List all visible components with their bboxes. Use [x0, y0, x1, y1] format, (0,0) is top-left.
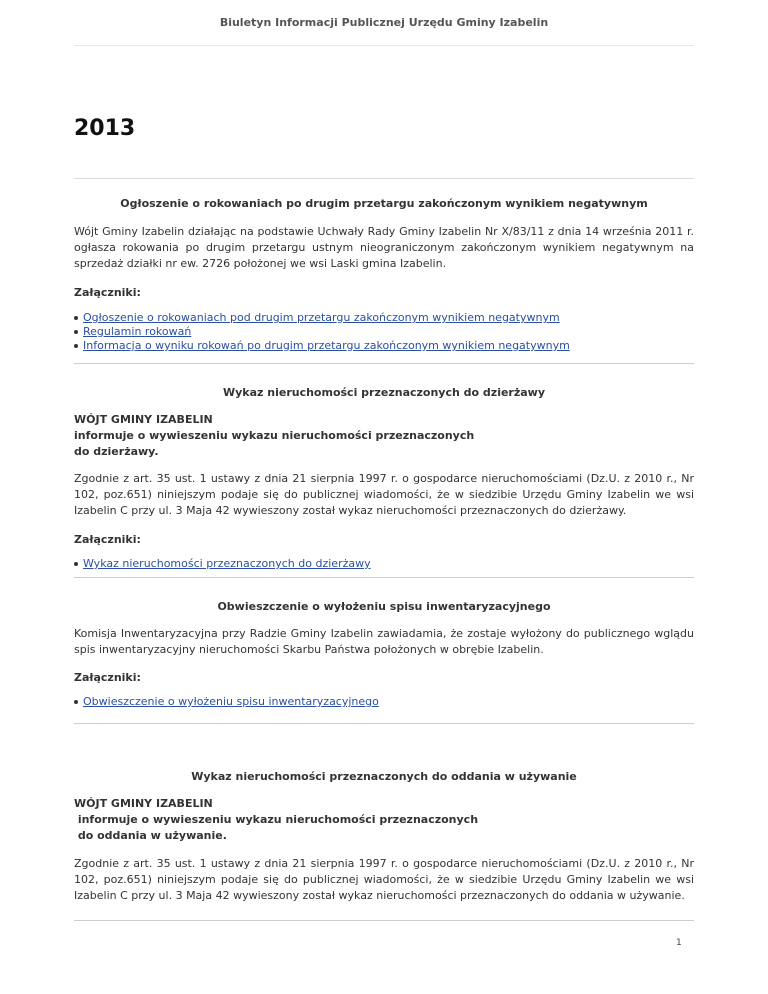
attachment-item — [74, 325, 694, 339]
attachment-item — [74, 311, 694, 325]
bullet-icon — [74, 700, 78, 704]
section-body: Zgodnie z art. 35 ust. 1 ustawy z dnia 21 sierpnia 1997 r. o gospodarce nieruchomościami (Dz.U. z 2010 r., Nr 102, poz.651) niniejszym podaje się do publicznej wiadomości, że w siedzibie Urzędu Gminy Izabelin we wsi Izabelin C przy ul. 3 Maja 42 wywieszony został wykaz nieruchomości przeznaczonych do oddania w używanie. — [74, 857, 694, 902]
announcement-line: informuje o wywieszeniu wykazu nieruchomości przeznaczonych — [74, 813, 479, 826]
section-title: Obwieszczenie o wyłożeniu spisu inwentaryzacyjnego — [217, 600, 551, 613]
section-body: Komisja Inwentaryzacyjna przy Radzie Gminy Izabelin zawiadamia, że zostaje wyłożony do publicznego wglądu spis inwentaryzacyjny nieruchomości Skarbu Państwa położonych w obrębie Izabelin. — [74, 627, 694, 656]
attachment-item — [74, 339, 694, 353]
page-number: 1 — [676, 938, 682, 948]
section-inwentaryzacja — [74, 578, 694, 724]
section-title: Ogłoszenie o rokowaniach po drugim przetargu zakończonym wynikiem negatywnym — [120, 197, 648, 210]
attachments-list — [74, 311, 694, 353]
bullet-icon — [74, 344, 78, 348]
announcement-line: WÓJT GMINY IZABELIN — [74, 413, 213, 426]
section-rokowania — [74, 179, 694, 364]
bullet-icon — [74, 316, 78, 320]
attachment-link[interactable]: Obwieszczenie o wyłożeniu spisu inwentaryzacyjnego — [83, 695, 379, 708]
section-title: Wykaz nieruchomości przeznaczonych do dzierżawy — [222, 386, 546, 399]
announcement-line: do oddania w używanie. — [74, 829, 227, 842]
bullet-icon — [74, 562, 78, 566]
attachment-item — [74, 695, 694, 709]
bullet-icon — [74, 330, 78, 334]
document-page — [74, 0, 694, 921]
section-body: Wójt Gminy Izabelin działając na podstawie Uchwały Rady Gminy Izabelin Nr X/83/11 z dnia 14 września 2011 r. ogłasza rokowania po drugim przetargu ustnym nieograniczonym zakończonym wynikiem negatywnym na sprzedaż działki nr ew. 2726 położonej we wsi Laski gmina Izabelin. — [74, 225, 694, 270]
year-heading: 2013 — [74, 116, 694, 179]
attachment-link[interactable]: Wykaz nieruchomości przeznaczonych do dzierżawy — [83, 557, 371, 570]
attachments-label: Załączniki: — [74, 533, 141, 546]
section-uzywanie — [74, 724, 694, 921]
announcement-line: do dzierżawy. — [74, 445, 159, 458]
announcement-block — [74, 796, 694, 844]
running-header: Biuletyn Informacji Publicznej Urzędu Gminy Izabelin — [74, 0, 694, 46]
announcement-line: informuje o wywieszeniu wykazu nieruchomości przeznaczonych — [74, 429, 475, 442]
attachments-list — [74, 557, 694, 571]
section-title: Wykaz nieruchomości przeznaczonych do oddania w używanie — [191, 770, 577, 783]
attachments-label: Załączniki: — [74, 286, 141, 299]
attachment-item — [74, 557, 694, 571]
section-dzierzawa — [74, 364, 694, 578]
attachments-list — [74, 695, 694, 709]
attachment-link[interactable]: Regulamin rokowań — [83, 325, 192, 338]
attachments-label: Załączniki: — [74, 671, 141, 684]
attachment-link[interactable]: Ogłoszenie o rokowaniach pod drugim przetargu zakończonym wynikiem negatywnym — [83, 311, 560, 324]
announcement-block — [74, 412, 694, 460]
announcement-line: WÓJT GMINY IZABELIN — [74, 797, 213, 810]
attachment-link[interactable]: Informacja o wyniku rokowań po drugim przetargu zakończonym wynikiem negatywnym — [83, 339, 570, 352]
section-body: Zgodnie z art. 35 ust. 1 ustawy z dnia 21 sierpnia 1997 r. o gospodarce nieruchomościami (Dz.U. z 2010 r., Nr 102, poz.651) niniejszym podaje się do publicznej wiadomości, że w siedzibie Urzędu Gminy Izabelin we wsi Izabelin C przy ul. 3 Maja 42 wywieszony został wykaz nieruchomości przeznaczonych do dzierżawy. — [74, 472, 694, 517]
